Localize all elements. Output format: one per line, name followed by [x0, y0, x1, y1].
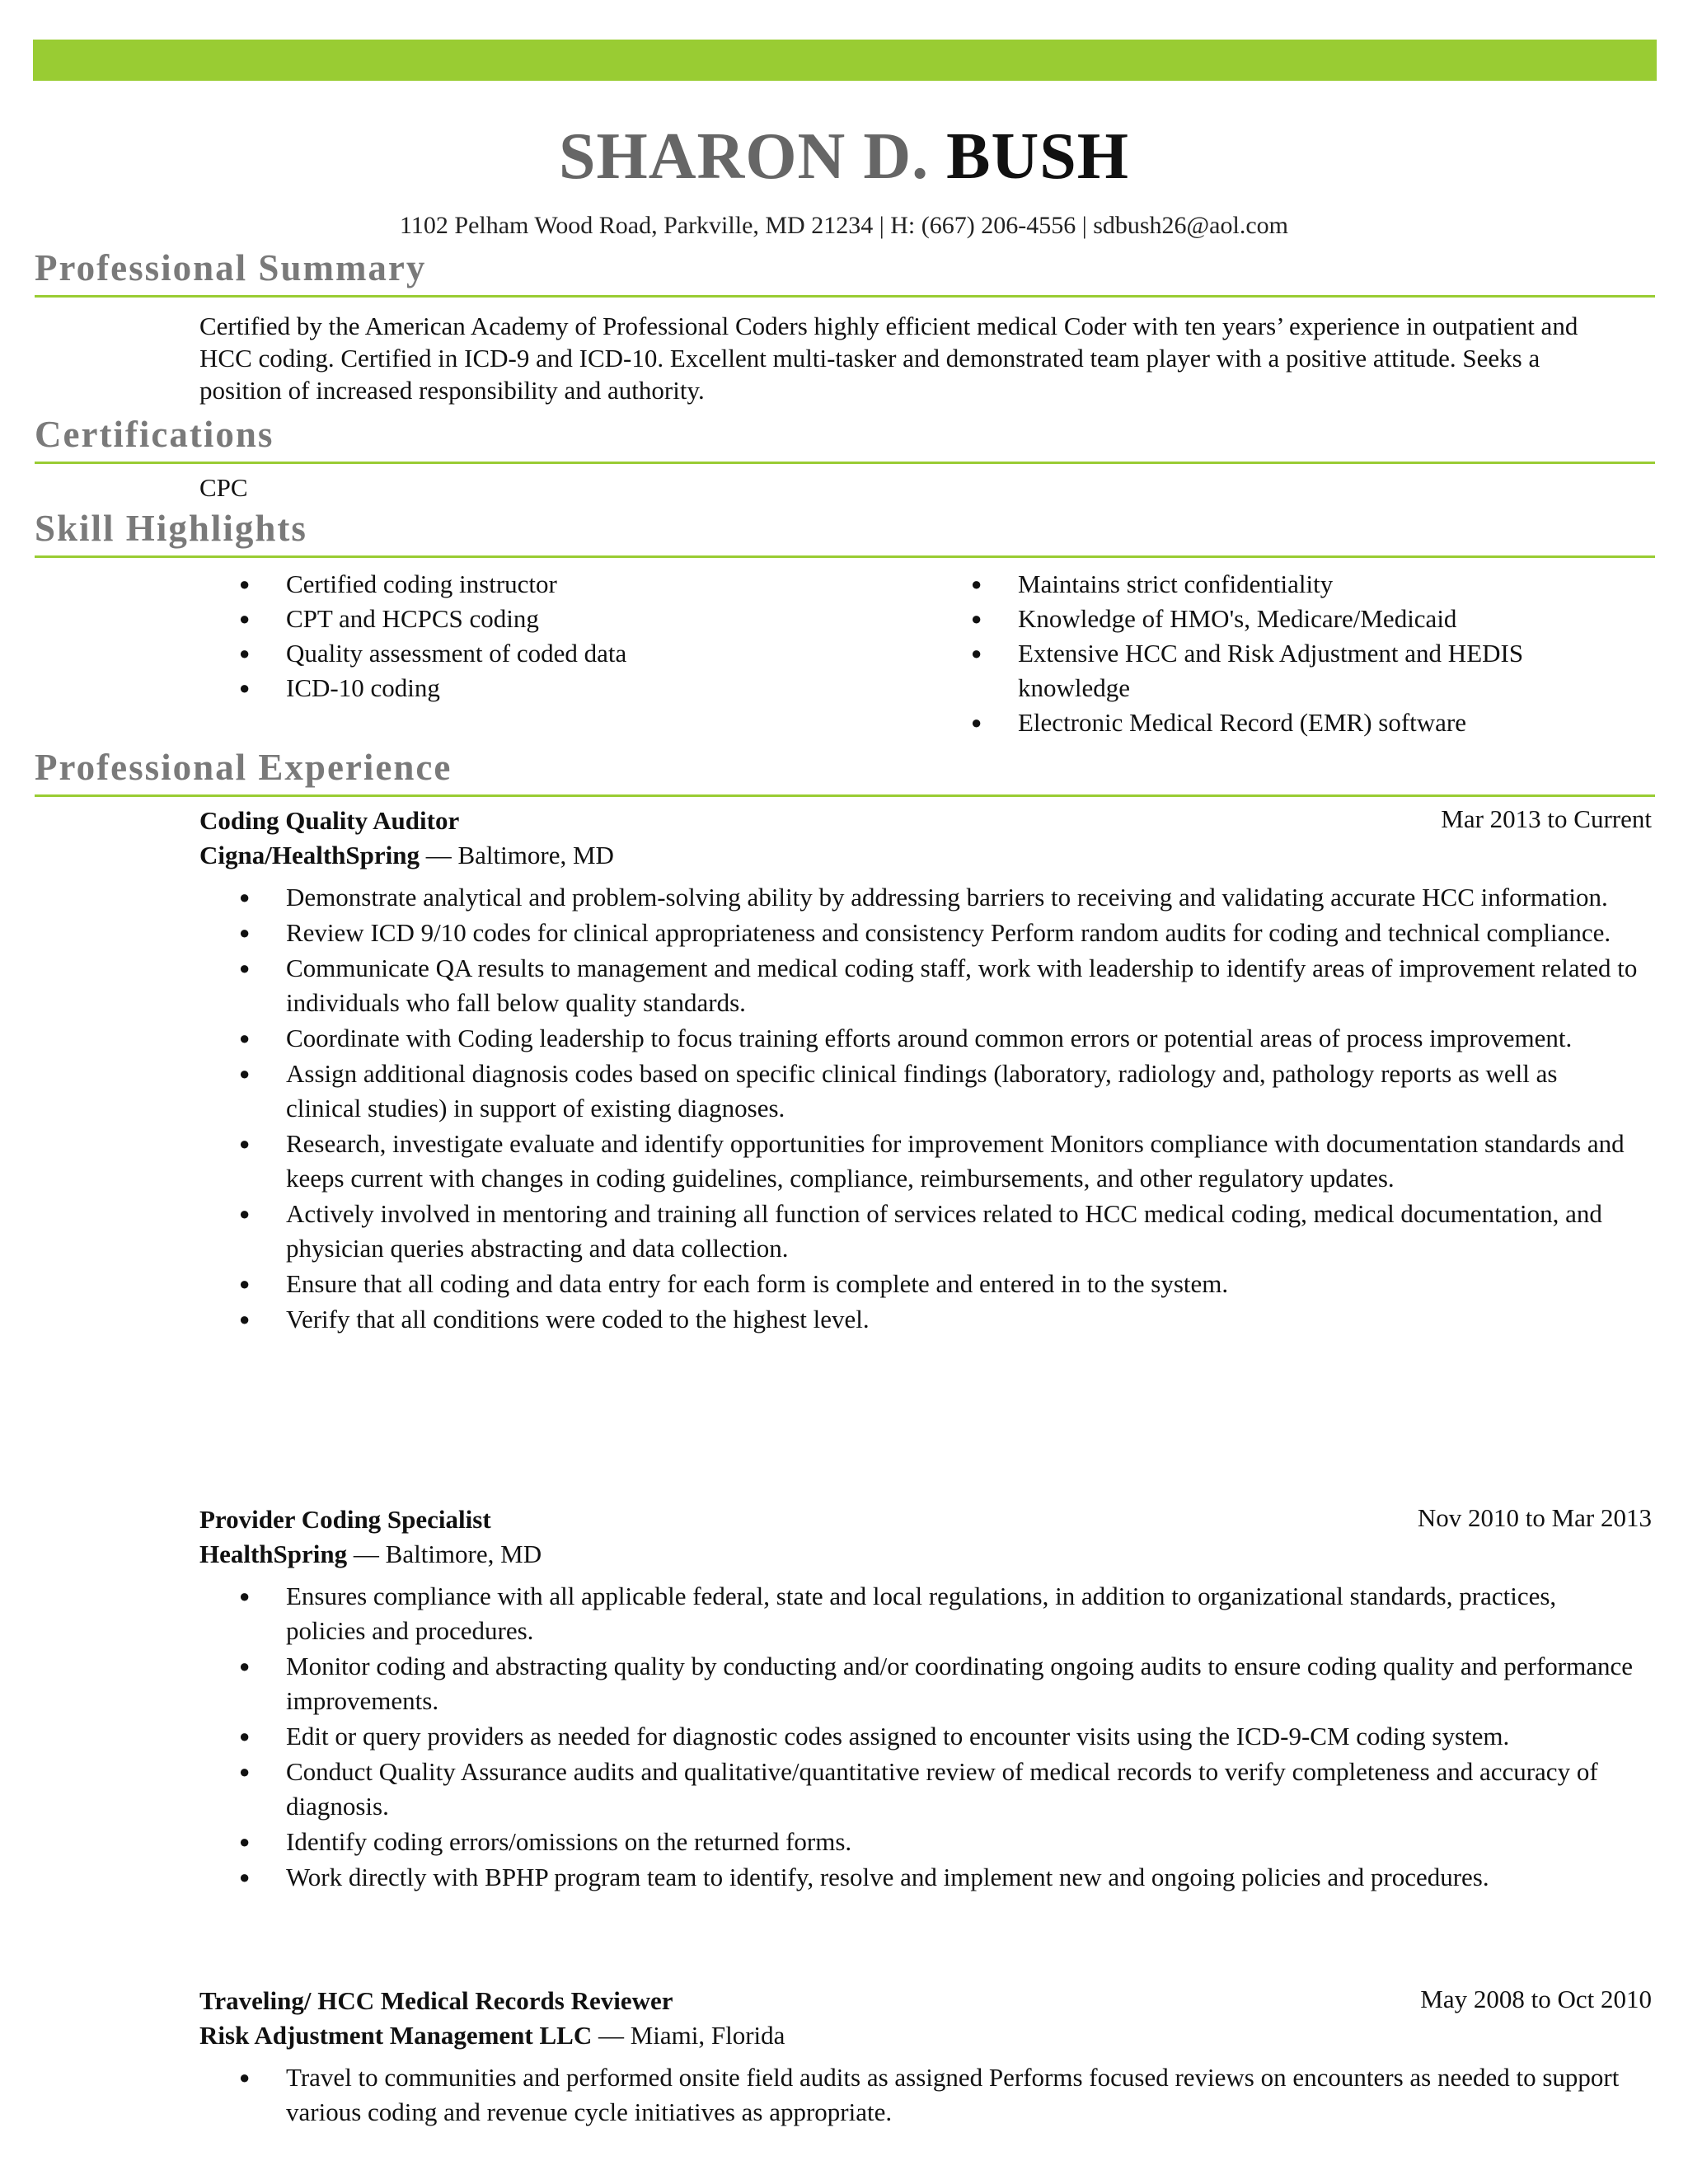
duty-item: ● Assign additional diagnosis codes based on specific clinical findings (laboratory, radiology and, pathology reports as well as clinical studies) in support of existing diagnoses.: [199, 1057, 1638, 1126]
first-name: SHARON D.: [559, 120, 930, 193]
skill-item: ● Maintains strict confidentiality: [931, 567, 1640, 602]
duty-item: ● Review ICD 9/10 codes for clinical appropriateness and consistency Perform random audits for coding and technical compliance.: [199, 916, 1638, 950]
job-duties: [199, 1579, 1638, 1896]
duty-item: ● Verify that all conditions were coded to the highest level.: [199, 1302, 1638, 1337]
job-dates: May 2008 to Oct 2010: [1420, 1985, 1652, 2013]
skill-item: ● Extensive HCC and Risk Adjustment and HEDIS knowledge: [931, 636, 1640, 705]
summary-heading: Professional Summary: [35, 246, 1655, 298]
job-title: Traveling/ HCC Medical Records Reviewer: [199, 1986, 673, 2015]
duty-item: ● Coordinate with Coding leadership to focus training efforts around common errors or potential areas of process improvement.: [199, 1021, 1638, 1056]
skills-list-left: [199, 567, 859, 705]
company-location: — Baltimore, MD: [420, 841, 614, 869]
job-duties: [199, 2060, 1638, 2130]
company-location: — Miami, Florida: [592, 2021, 785, 2050]
skills-heading: Skill Highlights: [35, 506, 1655, 558]
certifications-text: CPC: [199, 473, 248, 502]
duty-item: ● Communicate QA results to management and medical coding staff, work with leadership to identify areas of improvement related to individuals who fall below quality standards.: [199, 951, 1638, 1020]
candidate-name: [0, 115, 1688, 198]
job-duties: [199, 880, 1638, 1338]
certifications-heading: Certifications: [35, 412, 1655, 464]
duty-item: ● Work directly with BPHP program team to identify, resolve and implement new and ongoing policies and procedures.: [199, 1860, 1638, 1895]
summary-text: Certified by the American Academy of Professional Coders highly efficient medical Coder with ten years’ experience in outpatient and HCC coding. Certified in ICD-9 and ICD-10. Excellent multi-tasker and demonstrated team player with a positive attitude. Seeks a position of increased responsibility and authority.: [199, 312, 1578, 405]
duty-item: ● Actively involved in mentoring and training all function of services related to HCC medical coding, medical documentation, and physician queries abstracting and data collection.: [199, 1197, 1638, 1266]
company-location: — Baltimore, MD: [347, 1540, 542, 1568]
skill-item: ● Electronic Medical Record (EMR) software: [931, 705, 1640, 740]
duty-item: ● Ensures compliance with all applicable federal, state and local regulations, in addition to organizational standards, practices, policies and procedures.: [199, 1579, 1638, 1648]
duty-item: ● Travel to communities and performed onsite field audits as assigned Performs focused reviews on encounters as needed to support various coding and revenue cycle initiatives as appropriate.: [199, 2060, 1638, 2130]
job-dates: Nov 2010 to Mar 2013: [1417, 1503, 1652, 1532]
job-employer: [199, 2019, 785, 2052]
skill-item: ● Certified coding instructor: [199, 567, 859, 602]
duty-item: ● Ensure that all coding and data entry for each form is complete and entered in to the system.: [199, 1267, 1638, 1301]
last-name: BUSH: [946, 120, 1129, 193]
duty-item: ● Identify coding errors/omissions on the returned forms.: [199, 1825, 1638, 1859]
company-name: HealthSpring: [199, 1540, 348, 1568]
skill-item: ● Knowledge of HMO's, Medicare/Medicaid: [931, 602, 1640, 636]
skill-item: ● Quality assessment of coded data: [199, 636, 859, 671]
contact-line: 1102 Pelham Wood Road, Parkville, MD 21234 | H: (667) 206-4556 | sdbush26@aol.com: [400, 212, 1288, 239]
duty-item: ● Conduct Quality Assurance audits and qualitative/quantitative review of medical records to verify completeness and accuracy of diagnosis.: [199, 1755, 1638, 1824]
duty-item: ● Research, investigate evaluate and identify opportunities for improvement Monitors compliance with documentation standards and keeps current with changes in coding guidelines, compliance, reimbursements, and other regulatory updates.: [199, 1127, 1638, 1196]
job-title: Coding Quality Auditor: [199, 806, 460, 835]
skills-list-right: [931, 567, 1640, 740]
job-employer: [199, 839, 614, 872]
job-dates: Mar 2013 to Current: [1441, 804, 1652, 833]
header-accent-bar: [33, 40, 1657, 81]
skill-item: ● ICD-10 coding: [199, 671, 859, 705]
skill-item: ● CPT and HCPCS coding: [199, 602, 859, 636]
experience-heading: Professional Experience: [35, 745, 1655, 797]
duty-item: ● Monitor coding and abstracting quality by conducting and/or coordinating ongoing audits to ensure coding quality and performance improvements.: [199, 1649, 1638, 1718]
company-name: Risk Adjustment Management LLC: [199, 2021, 593, 2050]
company-name: Cigna/HealthSpring: [199, 841, 420, 869]
job-employer: [199, 1538, 542, 1571]
duty-item: ● Demonstrate analytical and problem-solving ability by addressing barriers to receiving and validating accurate HCC information.: [199, 880, 1638, 915]
job-title: Provider Coding Specialist: [199, 1505, 491, 1534]
duty-item: ● Edit or query providers as needed for diagnostic codes assigned to encounter visits using the ICD-9-CM coding system.: [199, 1719, 1638, 1754]
